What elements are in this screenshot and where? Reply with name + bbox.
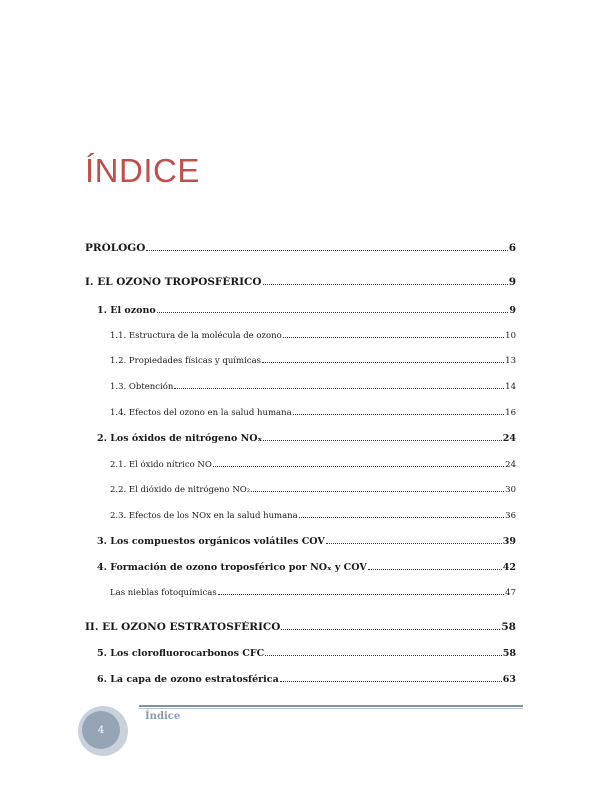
toc-leader-dots [265,655,502,656]
toc-leader-dots [280,681,502,682]
toc-entry-page: 24 [505,460,516,470]
toc-entry[interactable] [97,648,516,659]
toc-entry-page: 13 [505,356,516,366]
toc-entry-page: 14 [505,382,516,392]
toc-entry-page: 10 [505,331,516,341]
toc-entry-label: 1.1. Estructura de la molécula de ozono [110,331,282,341]
toc-leader-dots [262,362,504,363]
toc-leader-dots [251,491,504,492]
toc-leader-dots [283,337,504,338]
toc-leader-dots [263,284,508,285]
page-number: 4 [82,711,120,749]
toc-entry[interactable] [97,674,516,685]
toc-entry-label: 1.3. Obtención [110,382,174,392]
toc-entry[interactable] [85,276,516,288]
footer-rule [139,705,523,707]
toc-entry[interactable] [85,621,516,633]
toc-entry-label: 2.3. Efectos de los NOx en la salud humana [110,511,298,521]
toc-entry[interactable] [110,382,516,392]
toc-entry[interactable] [97,433,516,444]
toc-entry-page: 42 [502,562,516,573]
toc-entry-page: 39 [502,536,516,547]
toc-entry-label: 4. Formación de ozono troposférico por NOₓ y COV [97,562,367,573]
toc-entry[interactable] [110,356,516,366]
toc-entry-page: 30 [505,485,516,495]
toc-entry-label: 2.1. El óxido nítrico NO [110,460,212,470]
toc-entry[interactable] [97,562,516,573]
toc-entry-label: 1.4. Efectos del ozono en la salud humana [110,408,292,418]
toc-leader-dots [263,440,502,441]
footer-rule-thin [139,708,523,709]
toc-entry-page: 58 [502,648,516,659]
toc-entry-label: 6. La capa de ozono estratosférica [97,674,279,685]
toc-entry[interactable] [110,588,516,598]
toc-entry-page: 9 [509,305,516,316]
toc-leader-dots [218,594,504,595]
toc-entry-page: 16 [505,408,516,418]
toc-entry[interactable] [85,242,516,254]
toc-entry[interactable] [110,331,516,341]
toc-entry[interactable] [110,460,516,470]
toc-entry-label: 1. El ozono [97,305,156,316]
toc-entry[interactable] [110,511,516,521]
toc-entry[interactable] [110,408,516,418]
toc-entry-label: 5. Los clorofluorocarbonos CFC [97,648,265,659]
toc-entry-label: Las nieblas fotoquímicas [110,588,217,598]
toc-entry[interactable] [97,305,516,316]
page-title: ÍNDICE [85,152,200,189]
toc-entry-label: PRÓLOGO [85,242,146,254]
toc-entry-page: 63 [502,674,516,685]
toc-entry[interactable] [97,536,516,547]
toc-leader-dots [368,569,502,570]
toc-leader-dots [146,250,507,251]
toc-entry-label: II. EL OZONO ESTRATOSFÉRICO [85,621,281,633]
toc-entry-label: 2.2. El dióxido de nitrógeno NO₂ [110,485,251,495]
toc-entry-label: I. EL OZONO TROPOSFÉRICO [85,276,262,288]
toc-entry-label: 1.2. Propiedades físicas y químicas [110,356,261,366]
toc-entry-page: 24 [502,433,516,444]
toc-entry-label: 2. Los óxidos de nitrógeno NOₓ [97,433,263,444]
toc-leader-dots [281,629,500,630]
toc-entry-page: 6 [508,242,516,254]
toc-entry-page: 58 [501,621,516,633]
toc-leader-dots [293,414,505,415]
toc-entry-label: 3. Los compuestos orgánicos volátiles COV [97,536,325,547]
footer-section-title: Índice [145,711,181,722]
toc-entry-page: 36 [505,511,516,521]
toc-entry-page: 47 [505,588,516,598]
toc-leader-dots [157,312,509,313]
toc-entry-page: 9 [508,276,516,288]
toc-entry[interactable] [110,485,516,495]
toc-leader-dots [174,388,504,389]
toc-leader-dots [299,517,504,518]
toc-leader-dots [326,543,502,544]
toc-leader-dots [213,466,504,467]
